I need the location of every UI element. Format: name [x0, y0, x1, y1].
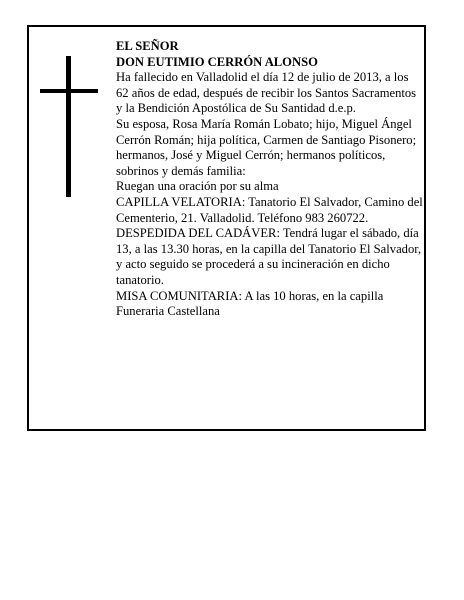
- cross-vertical-bar: [66, 56, 71, 197]
- farewell-info: DESPEDIDA DEL CADÁVER: Tendrá lugar el sábado, día 13, a las 13.30 horas, en la capilla del Tanatorio El Salvador, y acto seguido se procederá a su incineración en dicho tanatorio.: [116, 226, 422, 287]
- prayer-request: Ruegan una oración por su alma: [116, 179, 279, 194]
- death-announcement: Ha fallecido en Valladolid el día 12 de julio de 2013, a los 62 años de edad, después de recibir los Santos Sacramentos y la Bendición Apostólica de Su Santidad d.e.p.: [116, 70, 417, 116]
- mass-info: MISA COMUNITARIA: A las 10 horas, en la capilla Funeraria Castellana: [116, 288, 384, 319]
- family-list: Su esposa, Rosa María Román Lobato; hijo, Miguel Ángel Cerrón Román; hija política, Carmen de Santiago Pisonero; hermanos, José y Miguel Cerrón; hermanos políticos, sobrinos y demás familia:: [116, 116, 417, 178]
- notice-text: [116, 39, 424, 320]
- deceased-name: DON EUTIMIO CERRÓN ALONSO: [116, 54, 318, 69]
- title-line-1: EL SEÑOR: [116, 39, 179, 53]
- obituary-notice: [27, 25, 426, 431]
- cross-horizontal-bar: [40, 89, 98, 93]
- wake-chapel-info: CAPILLA VELATORIA: Tanatorio El Salvador, Camino del Cementerio, 21. Valladolid. Teléfono 983 260722.: [116, 194, 423, 225]
